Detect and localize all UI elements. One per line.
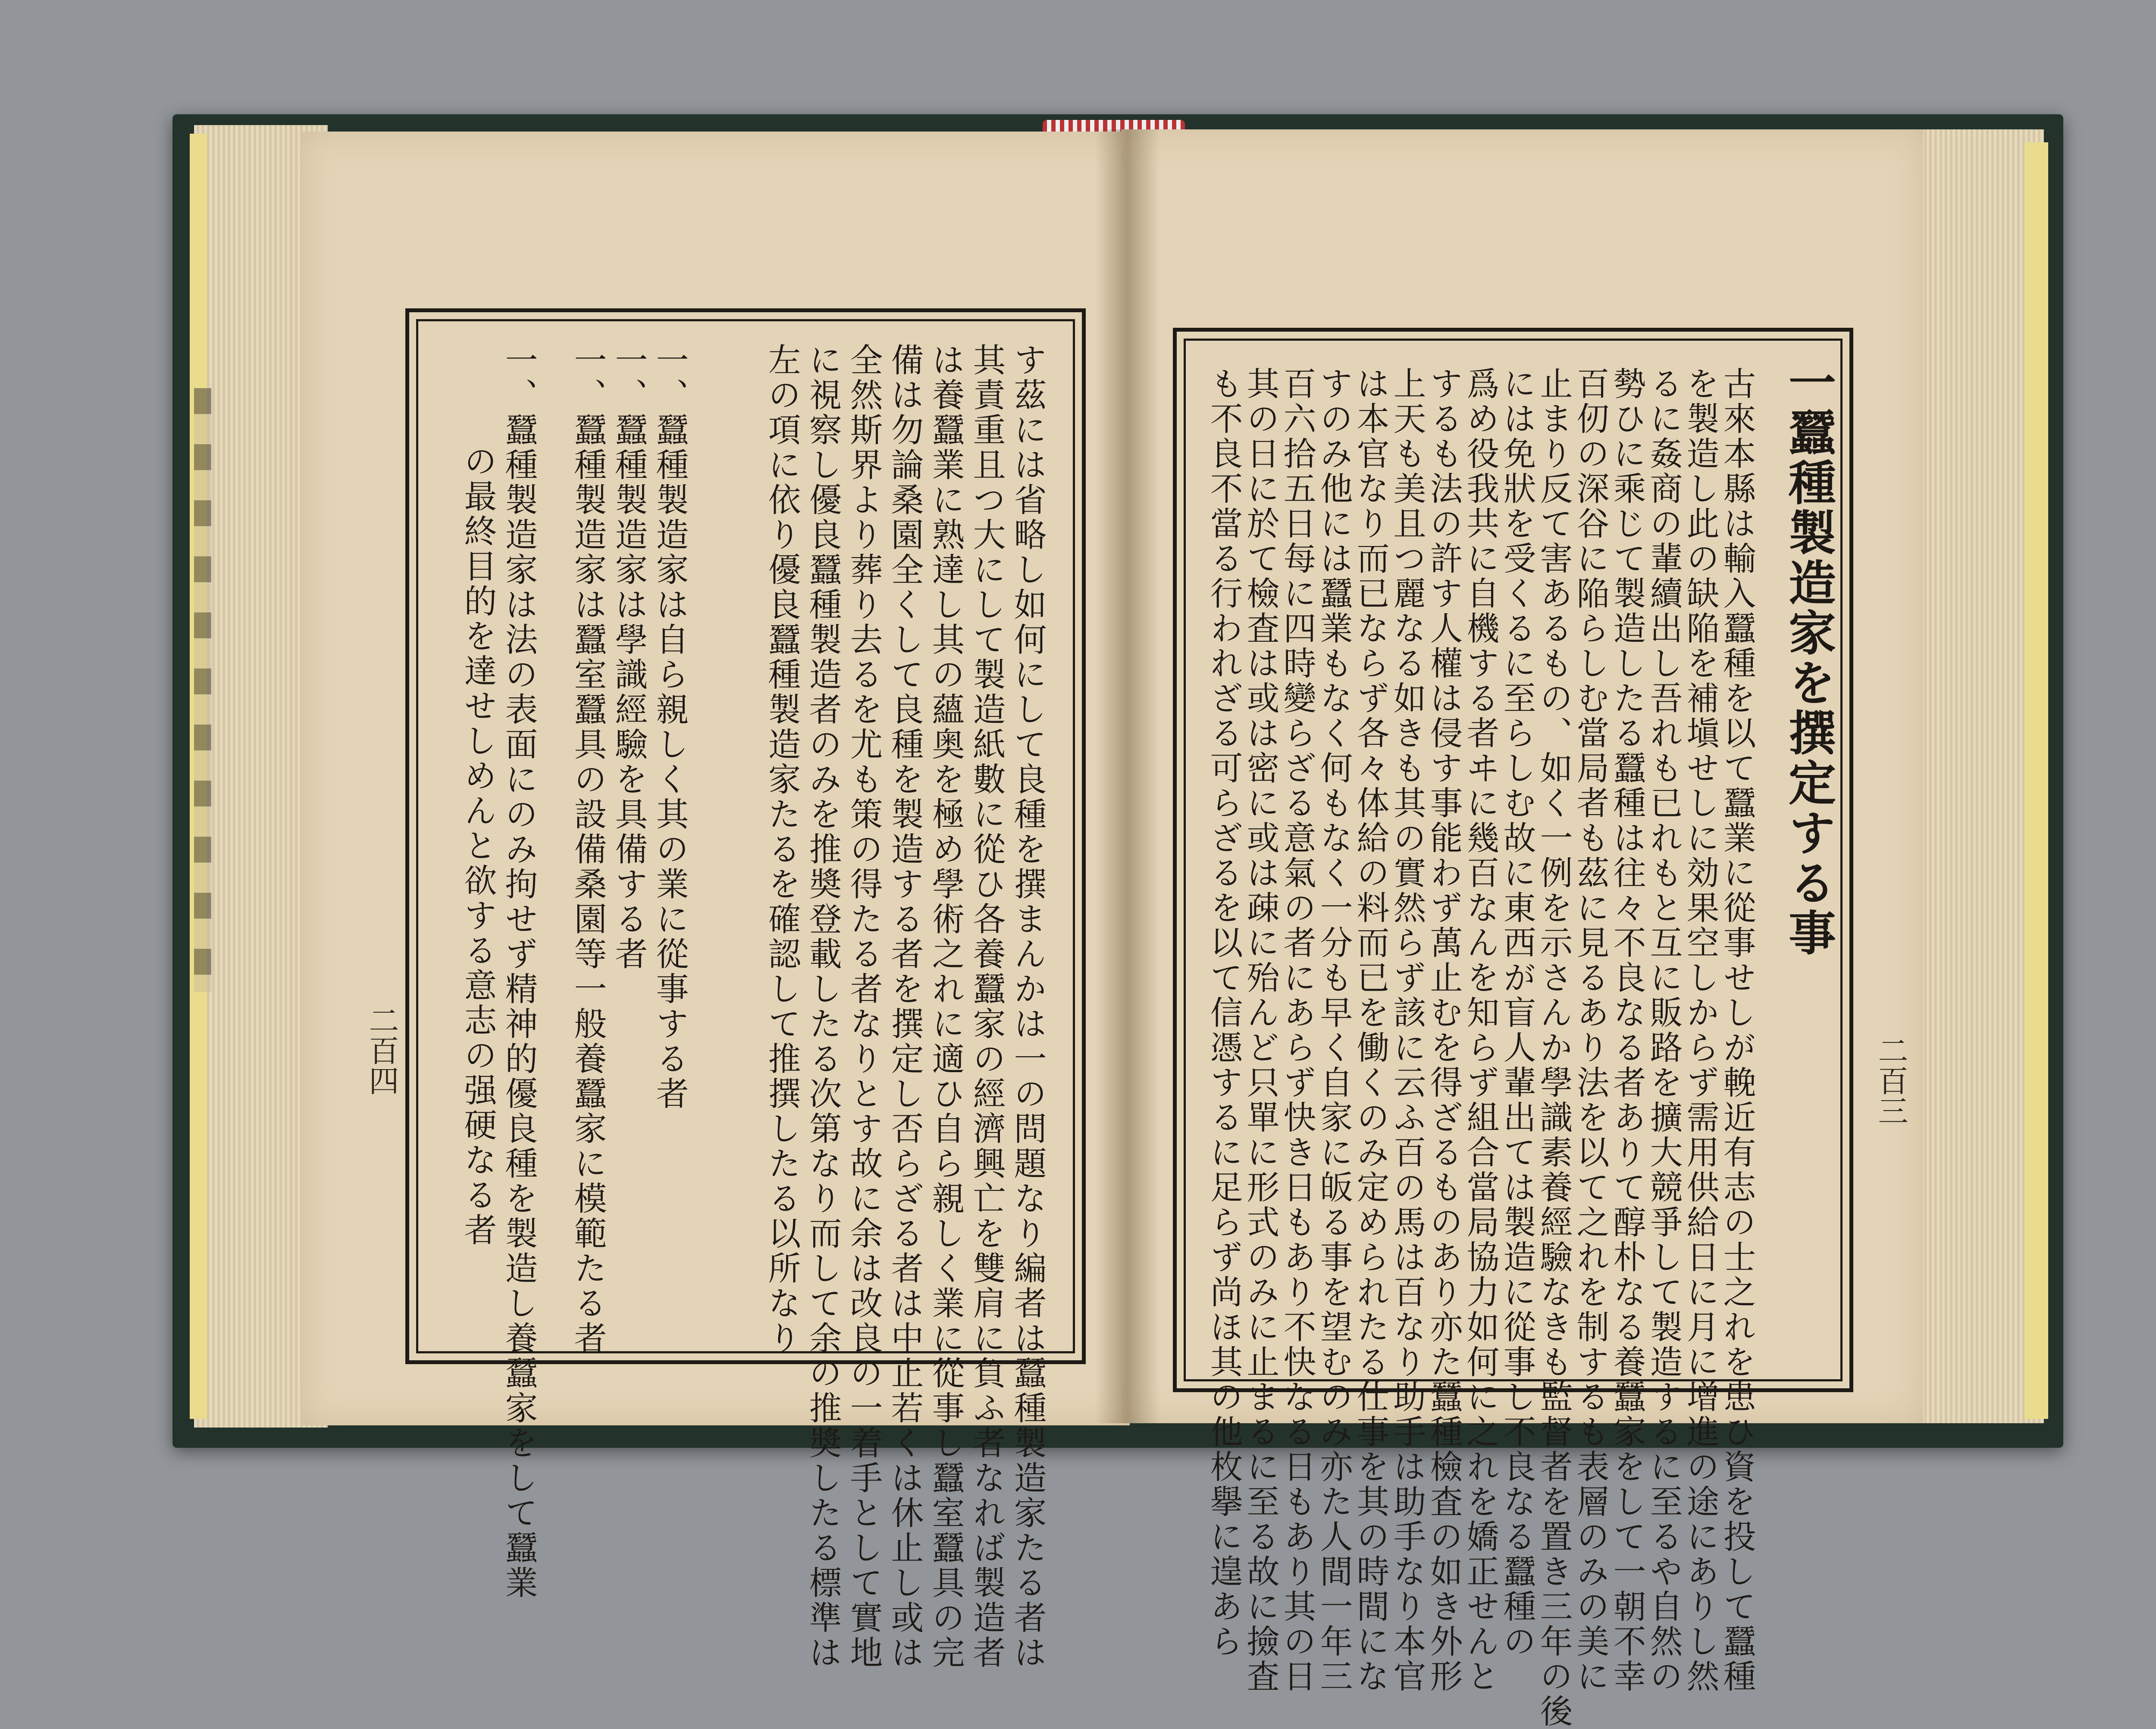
gutter-shadow (1095, 129, 1160, 1423)
text-column: するも法の許す人權は侵す事能わず萬止むを得ざるものあり亦た蠶種檢査の如き外形 (1425, 367, 1463, 1694)
text-column: 備は勿論桑園全くして良種を製造する者を撰定し否らざる者は中止若くは休止し或は (886, 343, 924, 1670)
page-edge-right (2024, 142, 2048, 1419)
list-item: 一、蠶種製造家は學識經驗を具備する者 (610, 343, 648, 972)
text-column: 勢ひに乘じて製造したる蠶種は往々不良なる者ありて醇朴なる養蠶家をして一朝不幸 (1608, 367, 1646, 1694)
text-column: には免狀を受くるに至らしむ故に東西が盲人輩出ては製造に從事し不良なる蠶種の (1498, 367, 1536, 1659)
list-item: 一、蠶種製造家は法の表面にのみ拘せず精神的優良種を製造し養蠶家をして蠶業 (500, 343, 538, 1600)
text-column: 全然斯界より葬り去るを尤も策の得たる者なりとす故に余は改良の一着手として實地 (845, 343, 883, 1670)
text-column: 爲め役我共に自機する者ヰに幾百なんを知らず組合當局協力如何に之れを嬌正せんと (1461, 367, 1500, 1694)
text-column: 止まり反て害あるもの、如く一例を示さんか學識素養經驗なきも監督者を置き三年の後 (1535, 367, 1573, 1729)
text-column: 左の項に依り優良蠶種製造家たるを確認して推撰したる以所なり (763, 343, 801, 1356)
text-column: に視察し優良蠶種製造者のみを推奬登載したる次第なり而して余の推奬したる標準は (804, 343, 842, 1670)
text-column: るに姦商の輩續出し吾れも已れもと互に販路を擴大競爭して製造するに至るや自然の (1645, 367, 1683, 1694)
text-column: を製造し此の缺陥を補塡せしに効果空しからず需用供給日に月に增進の途にありし然 (1681, 367, 1720, 1694)
text-column: 其責重且つ大にして製造紙數に從ひ各養蠶家の經濟興亡を雙肩に負ふ者なれば製造者 (968, 343, 1006, 1670)
text-column: 上天も美且つ麗なる如きも其の實然らず該に云ふ百の馬は百なり助手は助手なり本官 (1388, 367, 1426, 1694)
text-column: 古來本縣は輸入蠶種を以て蠶業に從事せしが輓近有志の士之れを患ひ資を投して蠶種 (1718, 367, 1756, 1694)
text-column: す茲には省略し如何にして良種を撰まんかは一の問題なり編者は蠶種製造家たる者は (1009, 343, 1047, 1670)
page-number-right: 二百三 (1873, 1035, 1908, 1126)
page-number-left: 二百四 (364, 1005, 399, 1095)
section-heading: 一蠶種製造家を撰定する事 (1781, 358, 1836, 958)
list-item: 一、蠶種製造家は蠶室蠶具の設備桑園等一般養蠶家に模範たる者 (569, 343, 607, 1356)
text-column: 百仞の深谷に陥らしむ當局者も茲に見るあり法を以て之れを制するも表層のみの美に (1571, 367, 1610, 1694)
text-column: は本官なり而已ならず各々体給の料而已を働くのみ定められたる仕事を其の時間にな (1351, 367, 1390, 1694)
list-item: 一、蠶種製造家は自ら親しく其の業に從事する者 (651, 343, 689, 1111)
page-stack-right (1906, 129, 2044, 1423)
text-column: も不良不當る行われざる可らざるを以て信憑するに足らず尚ほ其の他枚擧に遑あら (1205, 367, 1243, 1659)
list-item-continuation: の最終目的を達せしめんと欲する意志の强硬なる者 (459, 444, 497, 1248)
text-column: は養蠶業に熟達し其の蘊奥を極め學術之れに適ひ自ら親しく業に從事し蠶室蠶具の完 (927, 343, 965, 1670)
tab-marks (194, 388, 211, 992)
text-column: すのみ他には蠶業もなく何もなく一分も早く自家に皈る事を望むのみ亦た人間一年三 (1315, 367, 1353, 1694)
text-column: 百六拾五日每に四時變らざる意氣の者にあらず快き日もあり不快なる日もあり其の日 (1278, 367, 1316, 1694)
text-column: 其の日に於て檢査は或は密に或は疎に殆んど只單に形式のみに止まるに至る故に撿査 (1241, 367, 1280, 1694)
